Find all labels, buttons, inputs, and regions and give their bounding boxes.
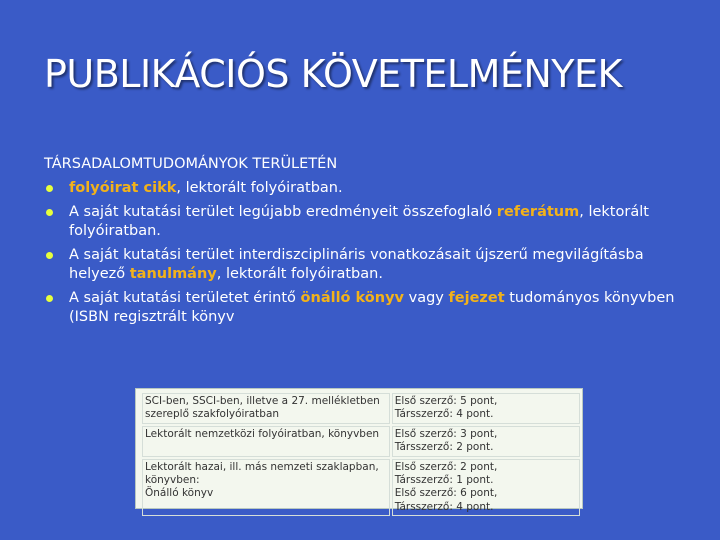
bullet-dot-icon: [46, 295, 53, 302]
list-item: [44, 246, 684, 285]
list-item: [44, 289, 684, 328]
table-cell-points: Első szerző: 3 pont, Társszerző: 2 pont.: [392, 426, 580, 457]
section-heading: TÁRSADALOMTUDOMÁNYOK TERÜLETÉN: [44, 156, 338, 172]
list-item-text: , lektorált folyóiratban.: [69, 203, 649, 239]
points-table-box: [135, 388, 583, 513]
bullet-dot-icon: [46, 185, 53, 192]
table-cell-category: SCI-ben, SSCI-ben, illetve a 27. mellékletben szereplő szakfolyóiratban: [142, 393, 390, 424]
table-row: [142, 393, 580, 424]
table-cell-points: Első szerző: 5 pont, Társszerző: 4 pont.: [392, 393, 580, 424]
slide-title: PUBLIKÁCIÓS KÖVETELMÉNYEK: [44, 52, 622, 96]
list-item-text: A saját kutatási területet érintő: [69, 289, 301, 306]
list-item-text: tudományos könyvben (ISBN regisztrált könyv: [69, 289, 675, 325]
points-table: [140, 391, 582, 518]
bullet-dot-icon: [46, 252, 53, 259]
bullet-dot-icon: [46, 209, 53, 216]
table-row: [142, 426, 580, 457]
table-cell-category: Lektorált nemzetközi folyóiratban, könyvben: [142, 426, 390, 457]
highlight-term: fejezet: [448, 289, 505, 306]
highlight-term: referátum: [496, 203, 580, 220]
list-item: [44, 203, 684, 242]
list-item-text: A saját kutatási terület legújabb eredményeit összefoglaló: [69, 203, 497, 220]
table-row: [142, 459, 580, 517]
table-cell-category: Lektorált hazai, ill. más nemzeti szaklapban, könyvben: Önálló könyv: [142, 459, 390, 517]
list-item-text: vagy: [404, 289, 449, 306]
list-item: [44, 179, 684, 199]
requirements-list: [44, 179, 684, 332]
table-cell-points: Első szerző: 2 pont, Társszerző: 1 pont. Első szerző: 6 pont, Társszerző: 4 pont.: [392, 459, 580, 517]
highlight-term: tanulmány: [129, 266, 217, 282]
list-item-text: , lektorált folyóiratban.: [176, 180, 343, 196]
highlight-term: önálló könyv: [300, 289, 404, 306]
list-item-text: , lektorált folyóiratban.: [216, 266, 383, 282]
highlight-term: folyóirat cikk: [69, 180, 177, 196]
list-item-text: A saját kutatási terület interdiszciplináris vonatkozásait újszerű megvilágításba helyező: [69, 246, 644, 282]
